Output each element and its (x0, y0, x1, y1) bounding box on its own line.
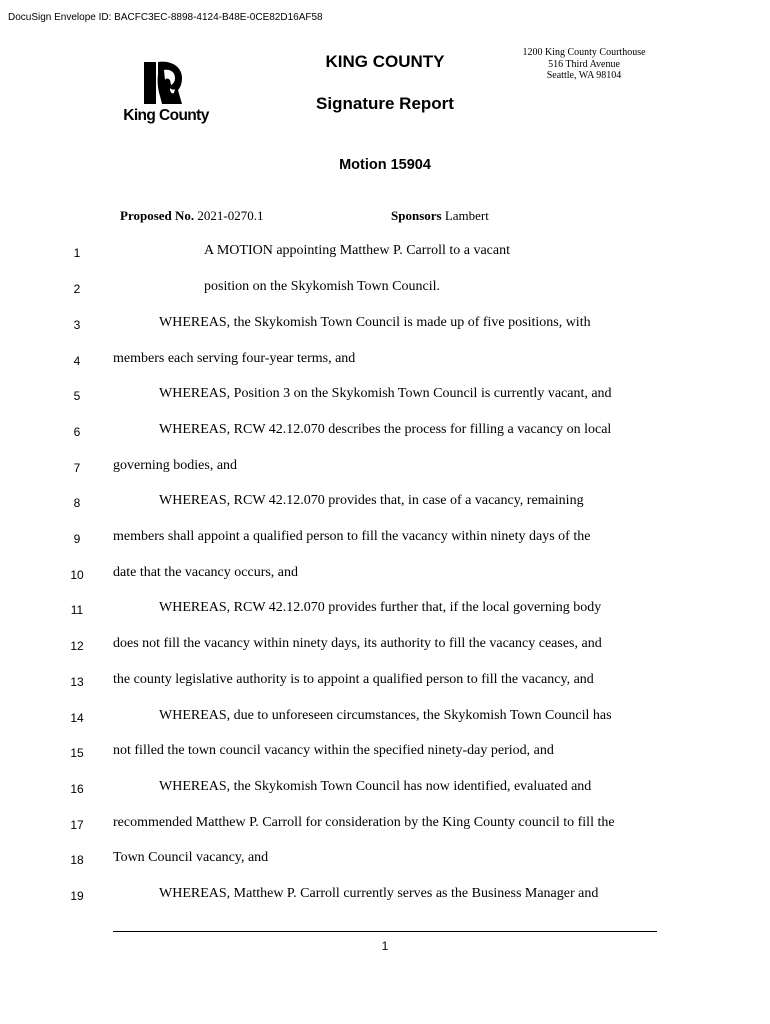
line-number: 18 (70, 853, 84, 867)
motion-line (0, 600, 770, 622)
line-number: 8 (73, 496, 81, 510)
line-text: does not fill the vacancy within ninety days, its authority to fill the vacancy ceases, and (113, 636, 602, 651)
line-text: position on the Skykomish Town Council. (204, 279, 440, 294)
address-line: 516 Third Avenue (548, 58, 620, 70)
motion-line (0, 779, 770, 801)
motion-line (0, 529, 770, 551)
line-text: the county legislative authority is to appoint a qualified person to fill the vacancy, and (113, 672, 594, 687)
line-number: 11 (70, 603, 84, 617)
motion-line (0, 422, 770, 444)
motion-line (0, 886, 770, 908)
sponsors-value: Lambert (444, 208, 489, 223)
line-text: WHEREAS, Position 3 on the Skykomish Town Council is currently vacant, and (159, 386, 612, 401)
motion-line (0, 386, 770, 408)
line-number: 6 (73, 425, 81, 439)
motion-line (0, 708, 770, 730)
line-text: not filled the town council vacancy within the specified ninety-day period, and (113, 743, 554, 758)
motion-line (0, 315, 770, 337)
line-number: 1 (73, 246, 81, 260)
address-line: Seattle, WA 98104 (546, 70, 622, 81)
line-number: 15 (70, 746, 84, 760)
line-text: members each serving four-year terms, and (113, 351, 356, 366)
king-county-portrait-icon (140, 60, 186, 106)
line-number: 7 (73, 461, 81, 475)
line-number: 10 (70, 568, 84, 582)
motion-line (0, 850, 770, 872)
line-text: WHEREAS, RCW 42.12.070 describes the process for filling a vacancy on local (159, 422, 612, 437)
line-number: 17 (70, 818, 84, 832)
sponsors-label: Sponsors (391, 208, 442, 223)
motion-line (0, 458, 770, 480)
line-number: 3 (73, 318, 81, 332)
king-county-logo (118, 60, 214, 130)
motion-line (0, 279, 770, 301)
proposed-number (120, 208, 264, 224)
proposed-value: 2021-0270.1 (197, 208, 264, 223)
motion-line (0, 243, 770, 265)
line-number: 5 (73, 389, 81, 403)
motion-line (0, 493, 770, 515)
line-number: 4 (73, 354, 81, 368)
line-text: recommended Matthew P. Carroll for consideration by the King County council to fill the (113, 815, 615, 830)
motion-line (0, 743, 770, 765)
line-text: Town Council vacancy, and (113, 850, 269, 865)
logo-text: King County (123, 107, 209, 124)
motion-line (0, 565, 770, 587)
line-text: WHEREAS, the Skykomish Town Council is made up of five positions, with (159, 315, 591, 330)
county-title: KING COUNTY (325, 52, 445, 71)
motion-line (0, 351, 770, 373)
motion-line (0, 815, 770, 837)
line-number: 14 (70, 711, 84, 725)
line-number: 12 (70, 639, 84, 653)
report-title: Signature Report (316, 94, 454, 113)
page-number: 1 (381, 939, 389, 953)
line-number: 19 (70, 889, 84, 903)
line-number: 13 (70, 675, 84, 689)
line-text: A MOTION appointing Matthew P. Carroll to a vacant (204, 243, 511, 258)
line-text: WHEREAS, the Skykomish Town Council has now identified, evaluated and (159, 779, 592, 794)
line-number: 16 (70, 782, 84, 796)
line-text: date that the vacancy occurs, and (113, 565, 299, 580)
line-text: WHEREAS, RCW 42.12.070 provides that, in case of a vacancy, remaining (159, 493, 584, 508)
line-text: WHEREAS, RCW 42.12.070 provides further that, if the local governing body (159, 600, 602, 615)
sponsors (391, 208, 489, 224)
motion-line (0, 672, 770, 694)
line-number: 9 (73, 532, 81, 546)
motion-title: Motion 15904 (339, 157, 431, 173)
proposed-label: Proposed No. (120, 208, 195, 223)
line-text: governing bodies, and (113, 458, 238, 473)
address-line: 1200 King County Courthouse (522, 47, 646, 58)
motion-line (0, 636, 770, 658)
docusign-envelope-id: DocuSign Envelope ID: BACFC3EC-8898-4124-B48E-0CE82D16AF58 (8, 12, 323, 23)
line-number: 2 (73, 282, 81, 296)
footer-rule (113, 931, 657, 932)
line-text: WHEREAS, Matthew P. Carroll currently serves as the Business Manager and (159, 886, 599, 901)
courthouse-address (508, 47, 660, 82)
line-text: members shall appoint a qualified person to fill the vacancy within ninety days of the (113, 529, 591, 544)
line-text: WHEREAS, due to unforeseen circumstances, the Skykomish Town Council has (159, 708, 612, 723)
